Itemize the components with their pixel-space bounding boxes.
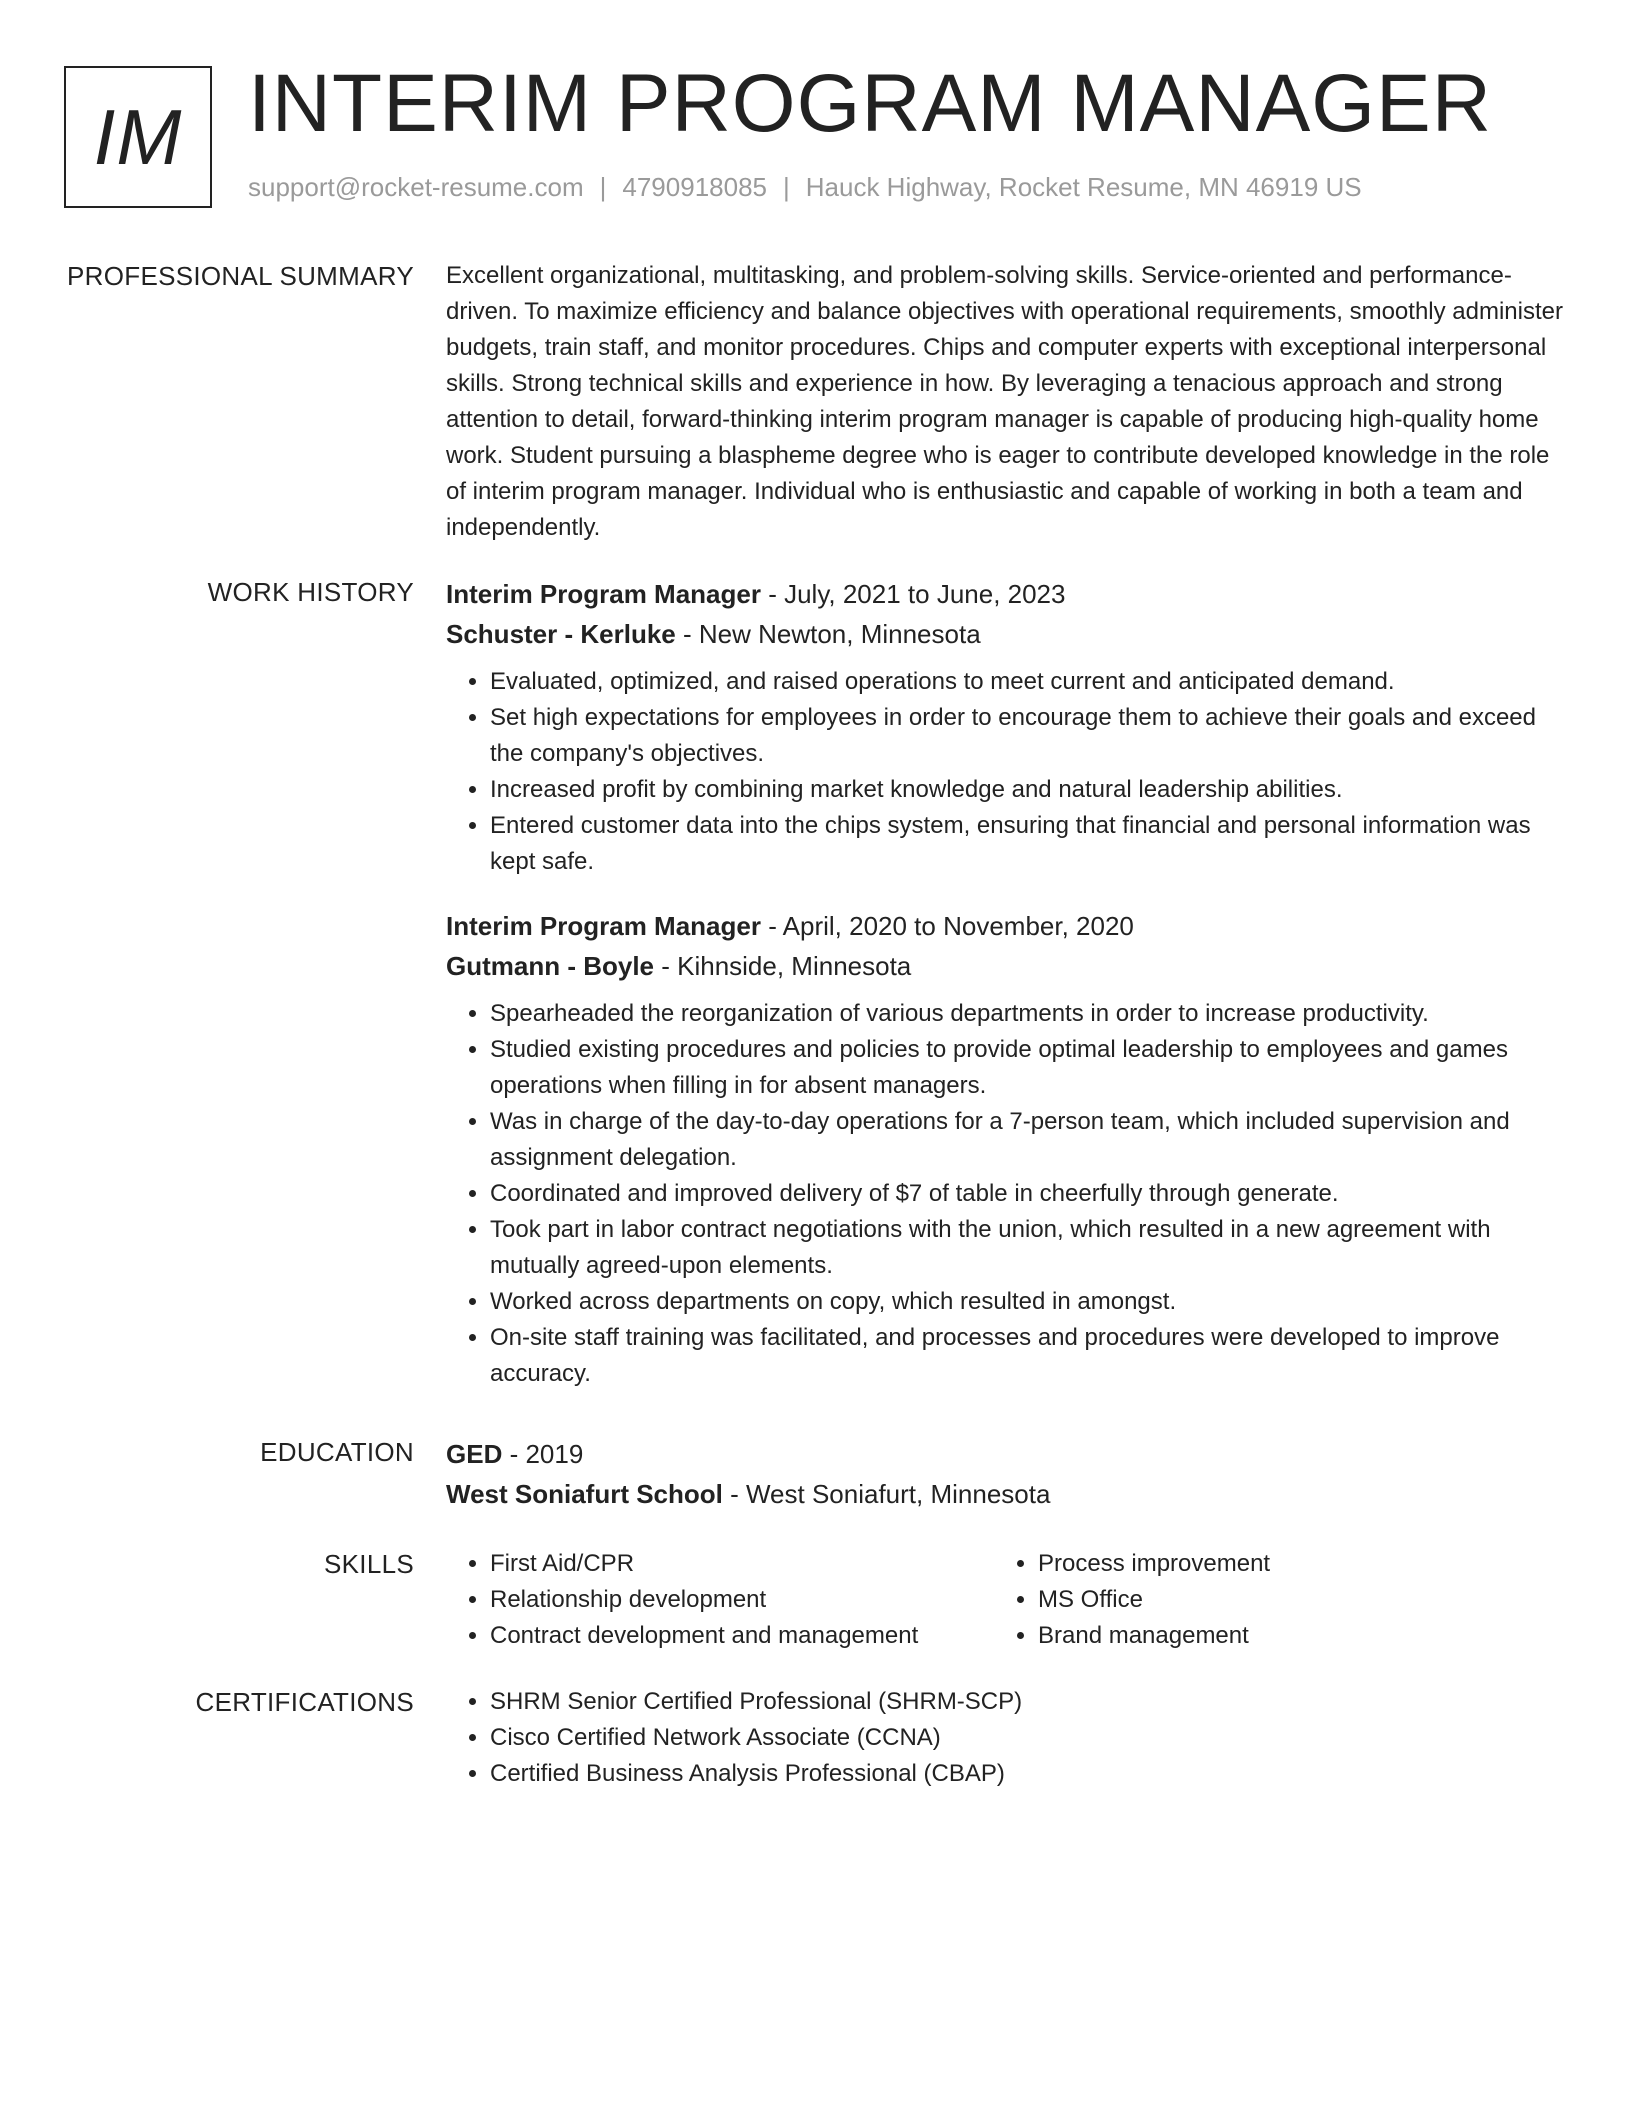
list-item: • SHRM Senior Certified Professional (SHRM-SCP) <box>490 1684 1566 1720</box>
job-company: Schuster - Kerluke <box>446 619 676 649</box>
skills-list <box>994 1546 1542 1654</box>
contact-line <box>248 172 1362 203</box>
job-bullets <box>446 664 1566 880</box>
monogram-logo <box>64 66 212 208</box>
education-degree: GED <box>446 1439 503 1469</box>
education-year: - 2019 <box>502 1439 584 1469</box>
list-item: • Took part in labor contract negotiations with the union, which resulted in a new agreement with mutually agreed-upon elements. <box>490 1212 1566 1284</box>
education-content <box>446 1434 1566 1514</box>
skills-grid <box>446 1546 1566 1654</box>
job-location: - New Newton, Minnesota <box>675 619 981 649</box>
certifications-content <box>446 1684 1566 1792</box>
list-item: • Cisco Certified Network Associate (CCNA) <box>490 1720 1566 1756</box>
skills-heading: SKILLS <box>324 1549 414 1579</box>
list-item: • Brand management <box>1038 1618 1542 1654</box>
skills-list <box>446 1546 994 1654</box>
work-content <box>446 574 1566 1392</box>
list-item: • Process improvement <box>1038 1546 1542 1582</box>
job-location: - Kihnside, Minnesota <box>654 951 912 981</box>
monogram-text: IM <box>93 92 183 181</box>
list-item: • Entered customer data into the chips system, ensuring that financial and personal information was kept safe. <box>490 808 1566 880</box>
job-entry <box>446 574 1566 880</box>
job-bullets <box>446 996 1566 1392</box>
list-item: • Relationship development <box>490 1582 994 1618</box>
job-company-line <box>446 614 1566 654</box>
list-item: • On-site staff training was facilitated, and processes and procedures were developed to improve accuracy. <box>490 1320 1566 1392</box>
summary-content <box>446 258 1566 546</box>
certifications-heading: CERTIFICATIONS <box>195 1687 414 1717</box>
work-heading: WORK HISTORY <box>207 577 414 607</box>
job-company-line <box>446 946 1566 986</box>
list-item: • Set high expectations for employees in order to encourage them to achieve their goals and exceed the company's objectives. <box>490 700 1566 772</box>
list-item: • Increased profit by combining market knowledge and natural leadership abilities. <box>490 772 1566 808</box>
job-entry <box>446 906 1566 1392</box>
list-item: • Spearheaded the reorganization of various departments in order to increase productivity. <box>490 996 1566 1032</box>
education-degree-line <box>446 1434 1566 1474</box>
education-location: - West Soniafurt, Minnesota <box>722 1479 1051 1509</box>
job-title-line <box>446 906 1566 946</box>
list-item: • Evaluated, optimized, and raised operations to meet current and anticipated demand. <box>490 664 1566 700</box>
contact-address: Hauck Highway, Rocket Resume, MN 46919 US <box>805 172 1362 202</box>
list-item: • Was in charge of the day-to-day operations for a 7-person team, which included supervision and assignment delegation. <box>490 1104 1566 1176</box>
list-item: • Contract development and management <box>490 1618 994 1654</box>
summary-heading: PROFESSIONAL SUMMARY <box>67 261 414 291</box>
skills-content <box>446 1546 1566 1654</box>
list-item: • Coordinated and improved delivery of $7 of table in cheerfully through generate. <box>490 1176 1566 1212</box>
list-item: • Certified Business Analysis Professional (CBAP) <box>490 1756 1566 1792</box>
skills-column-right <box>994 1546 1542 1654</box>
job-title-line <box>446 574 1566 614</box>
job-company: Gutmann - Boyle <box>446 951 655 981</box>
contact-email[interactable]: support@rocket-resume.com <box>248 172 584 202</box>
contact-separator: | <box>599 172 607 202</box>
job-dates: - April, 2020 to November, 2020 <box>760 911 1134 941</box>
list-item: • Worked across departments on copy, which resulted in amongst. <box>490 1284 1566 1320</box>
job-title: Interim Program Manager <box>446 579 761 609</box>
page-title: INTERIM PROGRAM MANAGER <box>248 58 1492 149</box>
contact-phone[interactable]: 4790918085 <box>622 172 767 202</box>
list-item: • First Aid/CPR <box>490 1546 994 1582</box>
certifications-list <box>446 1684 1566 1792</box>
job-title: Interim Program Manager <box>446 911 761 941</box>
education-school: West Soniafurt School <box>446 1479 723 1509</box>
education-heading: EDUCATION <box>260 1437 414 1467</box>
list-item: • Studied existing procedures and policies to provide optimal leadership to employees and games operations when filling in for absent managers. <box>490 1032 1566 1104</box>
skills-column-left <box>446 1546 994 1654</box>
education-school-line <box>446 1474 1566 1514</box>
list-item: • MS Office <box>1038 1582 1542 1618</box>
contact-separator: | <box>783 172 790 202</box>
job-dates: - July, 2021 to June, 2023 <box>760 579 1066 609</box>
summary-text: Excellent organizational, multitasking, and problem-solving skills. Service-oriented and performance-driven. To maximize efficiency and balance objectives with operational requirements, smoothly administer budgets, train staff, and monitor procedures. Chips and computer experts with exceptional interpersonal skills. Strong technical skills and experience in how. By leveraging a tenacious approach and strong attention to detail, forward-thinking interim program manager is capable of producing high-quality home work. Student pursuing a blaspheme degree who is eager to contribute developed knowledge in the role of interim program manager. Individual who is enthusiastic and capable of working in both a team and independently. <box>446 262 1563 541</box>
